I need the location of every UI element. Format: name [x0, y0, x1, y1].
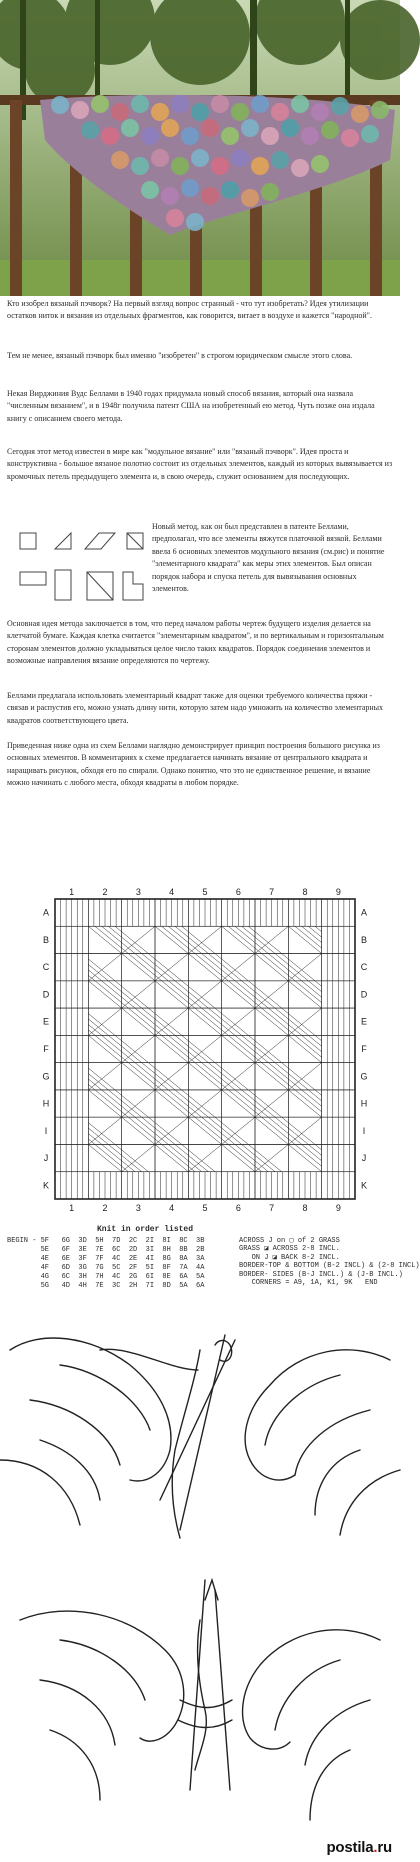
cell-diagonal [188, 1117, 221, 1144]
row-label: D [42, 989, 50, 1000]
knitting-hands-illustration-top [0, 1310, 400, 1540]
border-hatch [294, 1172, 316, 1199]
column-label: 8 [302, 887, 308, 897]
row-label: J [43, 1153, 49, 1164]
scheme-grid [55, 899, 355, 1199]
column-label: 2 [102, 887, 108, 897]
knit-order-row: 4G 6C 3H 7H 4C 2G 6I 8E 6A 5A [7, 1273, 205, 1281]
cell-diagonal [255, 1090, 288, 1117]
watermark-dot: . [373, 1839, 378, 1856]
column-labels-top [69, 887, 341, 897]
border-hatch [61, 954, 83, 981]
cell-diagonal [88, 1090, 121, 1117]
cell-diagonal [88, 1144, 121, 1171]
cell-diagonal [155, 1144, 188, 1171]
column-label: 6 [235, 887, 241, 897]
cell-diagonal [222, 981, 255, 1008]
border-hatch [327, 1063, 349, 1090]
border-hatch [327, 926, 349, 953]
column-label: 9 [335, 1203, 341, 1213]
column-label: 2 [102, 1203, 108, 1213]
knit-order-row: 4E 6E 3F 7F 4C 2E 4I 8G 8A 3A [7, 1255, 205, 1263]
row-label: C [360, 962, 368, 973]
border-hatch [127, 1172, 149, 1199]
cell-diagonal [222, 926, 255, 953]
yarn-estimate-paragraph: Беллами предлагала использовать элементарный квадрат также для оценки требуемого количества пряжи - связав и распустив его, можно узнать длину нити, которую затем надо умножить на количество элементарных квадратов соответствующего цвета. [7, 691, 384, 725]
method-paragraph: Сегодня этот метод известен в мире как "модульное вязание" или "вязаный пэчворк". Идея проста и конструктивна - большое вязаное полотно состоит из отдельных элементов, каждый из которых вывязывается из кромочных петель предыдущего элемента и, в свою очередь, служит основанием для последующих. [7, 447, 393, 481]
border-hatch [227, 899, 249, 926]
grid-idea-paragraph: Основная идея метода заключается в том, что перед началом работы чертеж будущего изделия делается на клетчатой бумаге. Каждая клетка считается "элементарным квадратом", и по вертикальным и горизонтальным сторонам элементов должно укладываться целое число таких квадратов. Порядок соединения элементов и возможные направления вязание определяются по чертежу. [7, 619, 384, 666]
column-label: 7 [269, 1203, 275, 1213]
border-hatch [61, 926, 83, 953]
cell-diagonal [88, 1008, 121, 1035]
border-hatch [94, 1172, 116, 1199]
border-hatch [327, 1172, 349, 1199]
row-label: A [42, 907, 50, 918]
column-label: 7 [269, 887, 275, 897]
border-hatch [327, 899, 349, 926]
row-labels-left [42, 908, 49, 1191]
cell-diagonal [155, 1090, 188, 1117]
border-hatch [61, 1144, 83, 1171]
border-hatch [61, 1090, 83, 1117]
border-hatch [61, 1172, 83, 1199]
cell-diagonal [188, 954, 221, 981]
cell-diagonal [188, 1063, 221, 1090]
row-label: F [43, 1044, 49, 1054]
cell-diagonal [288, 1063, 321, 1090]
cell-diagonal [188, 1144, 221, 1171]
cell-diagonal [155, 981, 188, 1008]
border-hatch [127, 899, 149, 926]
border-hatch [327, 1008, 349, 1035]
column-label: 1 [69, 887, 75, 897]
cell-diagonal [122, 981, 155, 1008]
cell-diagonal [288, 1090, 321, 1117]
knit-order-row: 5E 6F 3E 7E 6C 2D 3I 8H 8B 2B [7, 1246, 205, 1254]
cell-diagonal [255, 981, 288, 1008]
cell-diagonal [88, 926, 121, 953]
cell-diagonal [155, 1035, 188, 1062]
border-hatch [194, 899, 216, 926]
column-label: 3 [135, 887, 141, 897]
cell-diagonal [188, 1008, 221, 1035]
row-label: A [360, 907, 368, 918]
cell-diagonal [155, 1117, 188, 1144]
border-hatch [61, 1035, 83, 1062]
row-label: H [42, 1098, 50, 1109]
cell-diagonal [288, 1008, 321, 1035]
border-hatch [194, 1172, 216, 1199]
border-hatch [61, 899, 83, 926]
column-label: 6 [235, 1203, 241, 1213]
knit-order-title: Knit in order listed [97, 1225, 194, 1234]
column-label: 5 [202, 887, 208, 897]
row-label: C [42, 962, 50, 973]
cell-diagonal [288, 1035, 321, 1062]
column-label: 1 [69, 1203, 75, 1213]
row-labels-right [360, 908, 367, 1191]
knit-order-row: 5G 4D 4H 7E 3C 2H 7I 8D 5A 6A [7, 1282, 205, 1290]
row-label: J [361, 1153, 367, 1164]
cell-diagonal [255, 954, 288, 981]
cell-diagonal [88, 1117, 121, 1144]
scheme-paragraph: Приведенная ниже одна из схем Беллами наглядно демонстрирует принцип построения большого рисунка из основных элементов. В комментариях к схеме предлагается начинать вязание от центрального квадрата и наращивать рисунок, обходя его по спирали. Однако понятно, что это не единственное решение, и вязание можно начинать с любого места, обходя квадраты в любом порядке. [7, 741, 380, 788]
cell-diagonal [222, 1117, 255, 1144]
column-label: 8 [302, 1203, 308, 1213]
column-label: 5 [202, 1203, 208, 1213]
cell-diagonal [222, 1090, 255, 1117]
cell-diagonal [288, 954, 321, 981]
bellamy-paragraph: Некая Вирджиния Вудс Беллами в 1940 годах придумала новый способ вязания, который она назвала "численным вязанием", и в 1948г получила патент США на изобретенный ею метод. Чуть позже она издала книгу с описанием своего метода. [7, 389, 375, 423]
knit-order-row: BEGIN - 5F 6G 3D 5H 7D 2C 2I 8I 8C 3B [7, 1237, 205, 1245]
cell-diagonal [122, 1063, 155, 1090]
cell-diagonal [188, 981, 221, 1008]
cell-diagonal [255, 1063, 288, 1090]
cell-diagonal [122, 1144, 155, 1171]
border-hatch [327, 954, 349, 981]
cell-diagonal [222, 954, 255, 981]
cell-diagonal [255, 1144, 288, 1171]
border-hatch [61, 1063, 83, 1090]
border-hatch [227, 1172, 249, 1199]
column-label: 4 [169, 1203, 175, 1213]
cell-diagonal [288, 981, 321, 1008]
row-label: I [362, 1125, 366, 1136]
cell-diagonal [122, 954, 155, 981]
cell-diagonal [288, 1117, 321, 1144]
border-hatch [161, 1172, 183, 1199]
cell-diagonal [155, 1063, 188, 1090]
cell-diagonal [88, 1063, 121, 1090]
cell-diagonal [122, 1035, 155, 1062]
knit-order-row: 4F 6D 3G 7G 5C 2F 5I 8F 7A 4A [7, 1264, 205, 1272]
border-hatch [261, 1172, 283, 1199]
knit-order-notes: ACROSS J on ▢ of 2 GRASS GRASS ◪ ACROSS 2-8 INCL. ON J ◪ BACK 8-2 INCL. BORDER-TOP & BOTTOM (B-2 INCL) & (2-8 INCL) BORDER- SIDES (B-J INCL.) & (J-B INCL.) CORNERS = A9, 1A, K1, 9K END [239, 1237, 420, 1287]
invention-paragraph: Тем не менее, вязаный пэчворк был именно "изобретен" в строгом юридическом смысле этого слова. [7, 351, 353, 360]
cell-diagonal [222, 1035, 255, 1062]
cell-diagonal [88, 981, 121, 1008]
border-hatch [61, 1008, 83, 1035]
watermark-name: postila [326, 1839, 374, 1856]
row-label: F [361, 1044, 367, 1054]
cell-diagonal [255, 1008, 288, 1035]
cell-diagonal [255, 1117, 288, 1144]
column-label: 4 [169, 887, 175, 897]
cell-diagonal [222, 1008, 255, 1035]
cell-diagonal [188, 1090, 221, 1117]
shawl-photo [0, 0, 400, 296]
cell-diagonal [188, 926, 221, 953]
bellamy-scheme-diagram [37, 885, 377, 1223]
cell-diagonal [155, 1008, 188, 1035]
row-label: K [42, 1180, 50, 1191]
cell-diagonal [88, 954, 121, 981]
row-label: I [44, 1125, 48, 1136]
column-labels-bottom [69, 1203, 341, 1213]
row-label: E [42, 1016, 50, 1027]
cell-diagonal [122, 1090, 155, 1117]
column-label: 3 [135, 1203, 141, 1213]
watermark-tld: ru [377, 1839, 392, 1856]
cell-diagonal [155, 954, 188, 981]
border-hatch [327, 1117, 349, 1144]
cell-diagonal [222, 1144, 255, 1171]
cell-diagonal [288, 1144, 321, 1171]
cell-diagonal [188, 1035, 221, 1062]
row-label: H [360, 1098, 368, 1109]
knitting-hands-illustration-bottom [0, 1560, 400, 1840]
border-hatch [261, 899, 283, 926]
border-hatch [327, 981, 349, 1008]
border-hatch [327, 1090, 349, 1117]
row-label: B [360, 934, 368, 945]
row-label: E [360, 1016, 368, 1027]
cell-diagonal [255, 1035, 288, 1062]
border-hatch [327, 1144, 349, 1171]
border-hatch [294, 899, 316, 926]
cell-diagonal [255, 926, 288, 953]
column-label: 9 [335, 887, 341, 897]
border-hatch [61, 981, 83, 1008]
intro-paragraph: Кто изобрел вязаный пэчворк? На первый взгляд вопрос странный - что тут изобретать? Идея утилизации остатков ниток и вязания из отдельных фрагментов, как говорится, витает в воздухе и кажется "народной". [7, 299, 372, 321]
cell-diagonal [122, 926, 155, 953]
cell-diagonal [88, 1035, 121, 1062]
row-label: G [42, 1071, 50, 1082]
postila-watermark [326, 1839, 392, 1856]
cell-diagonal [122, 1117, 155, 1144]
basic-elements-figure [15, 528, 145, 608]
border-hatch [94, 899, 116, 926]
border-hatch [161, 899, 183, 926]
cell-diagonal [155, 926, 188, 953]
row-label: D [360, 989, 368, 1000]
cell-diagonal [288, 926, 321, 953]
elements-paragraph: Новый метод, как он был представлен в патенте Беллами, предполагал, что все элементы вяжутся платочной вязкой. Беллами ввела 6 основных элементов модульного вязания (см.рис) и понятие "элементарного квадрата" как меры этих элементов. Был описан порядок набора и спуска петель для вывязывания основных элементов. [152, 522, 385, 593]
cell-diagonal [222, 1063, 255, 1090]
cell-diagonal [122, 1008, 155, 1035]
border-hatch [327, 1035, 349, 1062]
row-label: B [42, 934, 50, 945]
row-label: G [360, 1071, 368, 1082]
row-label: K [360, 1180, 368, 1191]
border-hatch [61, 1117, 83, 1144]
